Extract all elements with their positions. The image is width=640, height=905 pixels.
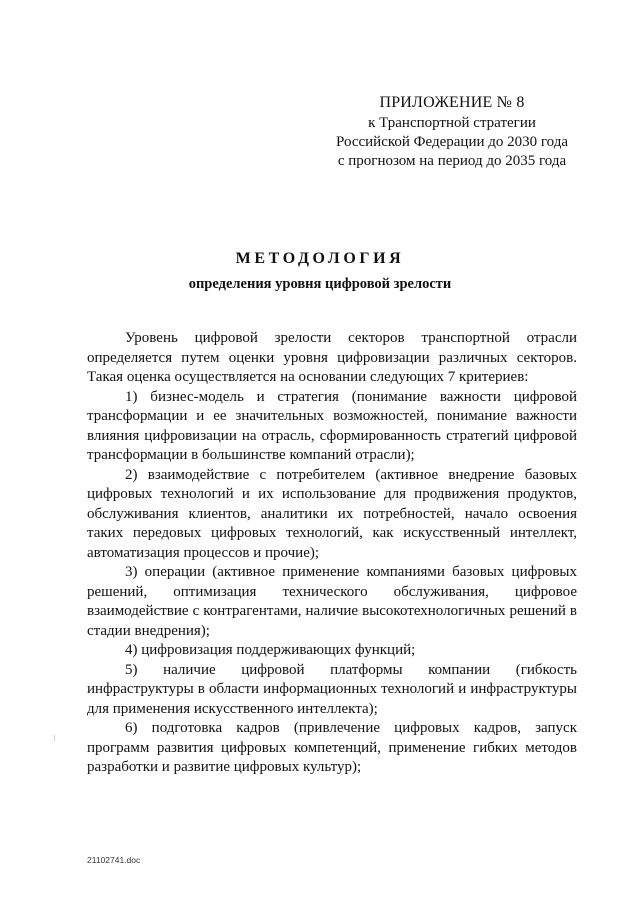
criterion-3: 3) операции (активное применение компаниями базовых цифровых решений, оптимизация технического обслуживания, цифровое взаимодействие с контрагентами, наличие высокотехнологичных решений в стадии внедрения); — [87, 564, 577, 639]
intro-paragraph: Уровень цифровой зрелости секторов транспортной отрасли определяется путем оценки уровня цифровизации различных секторов. Такая оценка осуществляется на основании следующих 7 критериев: — [87, 330, 577, 385]
appendix-number: ПРИЛОЖЕНИЕ № 8 — [379, 94, 525, 111]
document-body — [87, 329, 577, 778]
appendix-line-2: Российской Федерации до 2030 года — [335, 134, 569, 150]
appendix-header — [318, 92, 586, 171]
criterion-6: 6) подготовка кадров (привлечение цифровых кадров, запуск программ развития цифровых компетенций, применение гибких методов разработки и развитие цифровых культур); — [87, 720, 577, 775]
appendix-line-1: к Транспортной стратегии — [368, 115, 536, 131]
document-subtitle: определения уровня цифровой зрелости — [188, 276, 452, 292]
criterion-4: 4) цифровизация поддерживающих функций; — [125, 642, 416, 658]
margin-mark — [54, 735, 55, 741]
footer-file-reference: 21102741.doc — [87, 855, 141, 865]
criterion-2: 2) взаимодействие с потребителем (активное внедрение базовых цифровых технологий и их использование для продвижения продуктов, обслуживания клиентов, аналитики их потребностей, начало освоения таких передовых цифровых технологий, как искусственный интеллект, автоматизация процессов и прочие); — [87, 466, 577, 561]
criterion-5: 5) наличие цифровой платформы компании (гибкость инфраструктуры в области информационных технологий и инфраструктуры для применения искусственного интеллекта); — [87, 661, 577, 717]
criterion-1: 1) бизнес-модель и стратегия (понимание важности цифровой трансформации и ее значительных возможностей, понимание важности влияния цифровизации на отрасль, сформированность стратегий цифровой трансформации в большинстве компаний отрасли); — [87, 388, 577, 463]
document-title: МЕТОДОЛОГИЯ — [235, 250, 405, 267]
appendix-line-3: с прогнозом на период до 2035 года — [337, 153, 567, 169]
